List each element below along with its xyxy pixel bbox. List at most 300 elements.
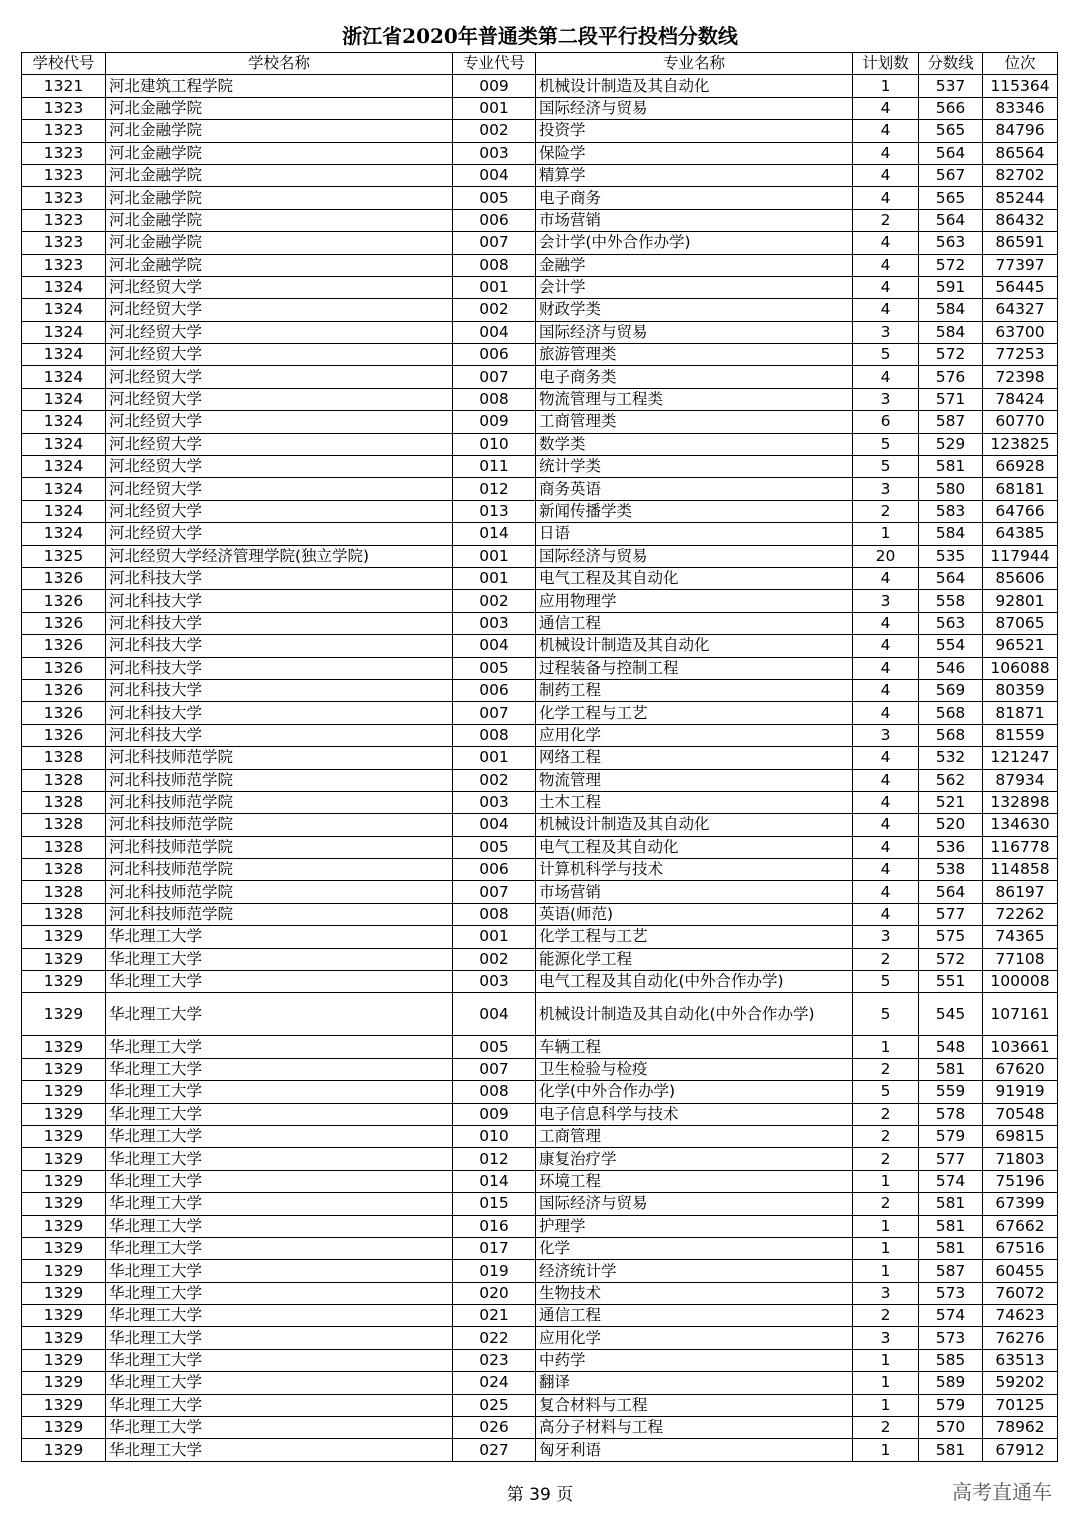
major-code-cell: 005 [453, 836, 536, 858]
major-code-cell: 001 [453, 97, 536, 119]
score-line-cell: 584 [919, 321, 983, 343]
rank-cell: 78962 [983, 1417, 1058, 1439]
plan-count-cell: 4 [853, 635, 919, 657]
score-line-cell: 538 [919, 859, 983, 881]
school-name-cell: 河北经贸大学 [106, 344, 453, 366]
major-name-cell: 环境工程 [536, 1170, 853, 1192]
table-row [22, 1417, 1058, 1439]
plan-count-cell: 4 [853, 97, 919, 119]
school-code-cell: 1328 [22, 769, 106, 791]
rank-cell: 92801 [983, 590, 1058, 612]
rank-cell: 86564 [983, 142, 1058, 164]
school-name-cell: 河北经贸大学 [106, 456, 453, 478]
table-row [22, 545, 1058, 567]
school-name-cell: 华北理工大学 [106, 1148, 453, 1170]
plan-count-cell: 4 [853, 747, 919, 769]
table-row [22, 75, 1058, 97]
major-name-cell: 机械设计制造及其自动化 [536, 814, 853, 836]
school-name-cell: 华北理工大学 [106, 948, 453, 970]
major-code-cell: 006 [453, 209, 536, 231]
table-row [22, 657, 1058, 679]
school-name-cell: 河北科技大学 [106, 590, 453, 612]
header-major-code: 专业代号 [453, 53, 536, 75]
table-row [22, 926, 1058, 948]
school-name-cell: 河北金融学院 [106, 164, 453, 186]
major-name-cell: 机械设计制造及其自动化 [536, 75, 853, 97]
major-name-cell: 中药学 [536, 1349, 853, 1371]
rank-cell: 64766 [983, 500, 1058, 522]
score-line-cell: 581 [919, 1439, 983, 1461]
admission-score-table [21, 52, 1058, 1462]
school-name-cell: 华北理工大学 [106, 1439, 453, 1461]
plan-count-cell: 4 [853, 120, 919, 142]
score-line-cell: 529 [919, 433, 983, 455]
rank-cell: 81559 [983, 724, 1058, 746]
rank-cell: 76072 [983, 1282, 1058, 1304]
rank-cell: 59202 [983, 1372, 1058, 1394]
plan-count-cell: 2 [853, 948, 919, 970]
major-name-cell: 车辆工程 [536, 1036, 853, 1058]
rank-cell: 74623 [983, 1305, 1058, 1327]
table-row [22, 702, 1058, 724]
major-name-cell: 统计学类 [536, 456, 853, 478]
major-name-cell: 电子信息科学与技术 [536, 1103, 853, 1125]
major-name-cell: 通信工程 [536, 612, 853, 634]
score-line-cell: 584 [919, 523, 983, 545]
major-name-cell: 计算机科学与技术 [536, 859, 853, 881]
major-code-cell: 026 [453, 1417, 536, 1439]
rank-cell: 75196 [983, 1170, 1058, 1192]
major-name-cell: 物流管理与工程类 [536, 388, 853, 410]
major-code-cell: 002 [453, 948, 536, 970]
school-name-cell: 河北科技师范学院 [106, 903, 453, 925]
score-line-cell: 551 [919, 971, 983, 993]
major-code-cell: 002 [453, 299, 536, 321]
major-code-cell: 005 [453, 657, 536, 679]
school-code-cell: 1324 [22, 276, 106, 298]
school-name-cell: 华北理工大学 [106, 1327, 453, 1349]
major-code-cell: 001 [453, 276, 536, 298]
major-name-cell: 国际经济与贸易 [536, 321, 853, 343]
school-code-cell: 1329 [22, 1058, 106, 1080]
table-row [22, 612, 1058, 634]
school-code-cell: 1329 [22, 1372, 106, 1394]
table-row [22, 993, 1058, 1036]
school-code-cell: 1329 [22, 1282, 106, 1304]
major-name-cell: 电气工程及其自动化 [536, 836, 853, 858]
score-line-cell: 579 [919, 1394, 983, 1416]
major-name-cell: 翻译 [536, 1372, 853, 1394]
major-name-cell: 英语(师范) [536, 903, 853, 925]
score-line-cell: 567 [919, 164, 983, 186]
rank-cell: 80359 [983, 679, 1058, 701]
rank-cell: 60455 [983, 1260, 1058, 1282]
rank-cell: 86591 [983, 232, 1058, 254]
major-name-cell: 机械设计制造及其自动化 [536, 635, 853, 657]
school-code-cell: 1329 [22, 1349, 106, 1371]
score-line-cell: 574 [919, 1305, 983, 1327]
school-name-cell: 河北科技师范学院 [106, 859, 453, 881]
school-code-cell: 1326 [22, 724, 106, 746]
plan-count-cell: 1 [853, 1349, 919, 1371]
major-name-cell: 市场营销 [536, 209, 853, 231]
score-line-cell: 583 [919, 500, 983, 522]
school-name-cell: 华北理工大学 [106, 1081, 453, 1103]
plan-count-cell: 2 [853, 1305, 919, 1327]
major-code-cell: 008 [453, 903, 536, 925]
school-code-cell: 1329 [22, 1193, 106, 1215]
score-line-cell: 573 [919, 1282, 983, 1304]
page-number: 第 39 页 [506, 1485, 574, 1505]
school-code-cell: 1326 [22, 590, 106, 612]
table-row [22, 836, 1058, 858]
table-row [22, 1305, 1058, 1327]
school-code-cell: 1323 [22, 164, 106, 186]
school-code-cell: 1329 [22, 971, 106, 993]
score-line-cell: 535 [919, 545, 983, 567]
table-row [22, 1125, 1058, 1147]
rank-cell: 74365 [983, 926, 1058, 948]
major-code-cell: 002 [453, 769, 536, 791]
major-code-cell: 024 [453, 1372, 536, 1394]
score-line-cell: 579 [919, 1125, 983, 1147]
rank-cell: 63513 [983, 1349, 1058, 1371]
table-row [22, 1058, 1058, 1080]
major-name-cell: 商务英语 [536, 478, 853, 500]
plan-count-cell: 2 [853, 1058, 919, 1080]
school-code-cell: 1329 [22, 1260, 106, 1282]
plan-count-cell: 4 [853, 814, 919, 836]
table-row [22, 590, 1058, 612]
major-code-cell: 005 [453, 187, 536, 209]
score-line-cell: 568 [919, 724, 983, 746]
rank-cell: 70125 [983, 1394, 1058, 1416]
school-name-cell: 河北经贸大学 [106, 433, 453, 455]
school-name-cell: 河北科技师范学院 [106, 814, 453, 836]
major-code-cell: 004 [453, 814, 536, 836]
major-name-cell: 国际经济与贸易 [536, 545, 853, 567]
major-code-cell: 008 [453, 1081, 536, 1103]
score-line-cell: 548 [919, 1036, 983, 1058]
plan-count-cell: 4 [853, 232, 919, 254]
table-row [22, 1215, 1058, 1237]
school-code-cell: 1328 [22, 747, 106, 769]
major-name-cell: 康复治疗学 [536, 1148, 853, 1170]
score-line-cell: 585 [919, 1349, 983, 1371]
school-name-cell: 河北科技大学 [106, 635, 453, 657]
plan-count-cell: 4 [853, 142, 919, 164]
rank-cell: 77397 [983, 254, 1058, 276]
school-code-cell: 1323 [22, 142, 106, 164]
school-name-cell: 河北金融学院 [106, 209, 453, 231]
rank-cell: 70548 [983, 1103, 1058, 1125]
rank-cell: 67912 [983, 1439, 1058, 1461]
rank-cell: 76276 [983, 1327, 1058, 1349]
school-name-cell: 华北理工大学 [106, 1260, 453, 1282]
school-name-cell: 河北经贸大学 [106, 411, 453, 433]
school-code-cell: 1324 [22, 456, 106, 478]
table-row [22, 523, 1058, 545]
rank-cell: 67662 [983, 1215, 1058, 1237]
school-code-cell: 1324 [22, 411, 106, 433]
major-code-cell: 005 [453, 1036, 536, 1058]
rank-cell: 78424 [983, 388, 1058, 410]
rank-cell: 77253 [983, 344, 1058, 366]
rank-cell: 64327 [983, 299, 1058, 321]
school-name-cell: 河北科技师范学院 [106, 769, 453, 791]
score-line-cell: 565 [919, 187, 983, 209]
score-line-cell: 536 [919, 836, 983, 858]
table-row [22, 903, 1058, 925]
plan-count-cell: 4 [853, 187, 919, 209]
score-line-cell: 581 [919, 1058, 983, 1080]
rank-cell: 123825 [983, 433, 1058, 455]
plan-count-cell: 3 [853, 388, 919, 410]
score-line-cell: 572 [919, 948, 983, 970]
school-code-cell: 1324 [22, 299, 106, 321]
school-code-cell: 1329 [22, 1394, 106, 1416]
rank-cell: 67399 [983, 1193, 1058, 1215]
score-line-cell: 545 [919, 993, 983, 1036]
table-row [22, 1372, 1058, 1394]
major-name-cell: 化学工程与工艺 [536, 926, 853, 948]
major-name-cell: 保险学 [536, 142, 853, 164]
school-name-cell: 河北科技大学 [106, 567, 453, 589]
major-code-cell: 003 [453, 612, 536, 634]
major-name-cell: 化学(中外合作办学) [536, 1081, 853, 1103]
school-code-cell: 1328 [22, 859, 106, 881]
header-school-code: 学校代号 [22, 53, 106, 75]
score-line-cell: 564 [919, 881, 983, 903]
school-code-cell: 1329 [22, 1036, 106, 1058]
school-code-cell: 1329 [22, 1215, 106, 1237]
school-name-cell: 河北经贸大学 [106, 478, 453, 500]
major-name-cell: 卫生检验与检疫 [536, 1058, 853, 1080]
school-name-cell: 河北科技师范学院 [106, 881, 453, 903]
school-name-cell: 华北理工大学 [106, 1417, 453, 1439]
table-row [22, 209, 1058, 231]
major-code-cell: 009 [453, 411, 536, 433]
plan-count-cell: 1 [853, 1260, 919, 1282]
rank-cell: 68181 [983, 478, 1058, 500]
score-line-cell: 584 [919, 299, 983, 321]
major-name-cell: 土木工程 [536, 791, 853, 813]
rank-cell: 91919 [983, 1081, 1058, 1103]
major-name-cell: 旅游管理类 [536, 344, 853, 366]
plan-count-cell: 5 [853, 344, 919, 366]
school-code-cell: 1325 [22, 545, 106, 567]
table-row [22, 433, 1058, 455]
major-name-cell: 国际经济与贸易 [536, 97, 853, 119]
table-row [22, 1148, 1058, 1170]
rank-cell: 114858 [983, 859, 1058, 881]
school-code-cell: 1323 [22, 232, 106, 254]
score-line-cell: 521 [919, 791, 983, 813]
table-row [22, 299, 1058, 321]
plan-count-cell: 3 [853, 590, 919, 612]
score-line-cell: 537 [919, 75, 983, 97]
header-score-line: 分数线 [919, 53, 983, 75]
header-plan-count: 计划数 [853, 53, 919, 75]
major-code-cell: 011 [453, 456, 536, 478]
rank-cell: 77108 [983, 948, 1058, 970]
table-row [22, 1103, 1058, 1125]
major-code-cell: 008 [453, 724, 536, 746]
major-code-cell: 008 [453, 388, 536, 410]
major-name-cell: 复合材料与工程 [536, 1394, 853, 1416]
score-line-cell: 564 [919, 142, 983, 164]
major-code-cell: 009 [453, 1103, 536, 1125]
school-name-cell: 河北金融学院 [106, 142, 453, 164]
table-row [22, 1439, 1058, 1461]
school-name-cell: 华北理工大学 [106, 1058, 453, 1080]
plan-count-cell: 4 [853, 881, 919, 903]
major-code-cell: 013 [453, 500, 536, 522]
school-code-cell: 1329 [22, 1417, 106, 1439]
major-code-cell: 004 [453, 635, 536, 657]
rank-cell: 84796 [983, 120, 1058, 142]
school-code-cell: 1324 [22, 366, 106, 388]
major-name-cell: 工商管理 [536, 1125, 853, 1147]
major-code-cell: 007 [453, 1058, 536, 1080]
major-name-cell: 网络工程 [536, 747, 853, 769]
table-row [22, 1081, 1058, 1103]
school-name-cell: 河北金融学院 [106, 187, 453, 209]
school-name-cell: 河北经贸大学 [106, 500, 453, 522]
school-code-cell: 1323 [22, 209, 106, 231]
table-row [22, 456, 1058, 478]
plan-count-cell: 3 [853, 1282, 919, 1304]
school-code-cell: 1324 [22, 388, 106, 410]
major-name-cell: 国际经济与贸易 [536, 1193, 853, 1215]
school-code-cell: 1324 [22, 478, 106, 500]
school-code-cell: 1329 [22, 1081, 106, 1103]
major-code-cell: 004 [453, 993, 536, 1036]
major-name-cell: 金融学 [536, 254, 853, 276]
school-code-cell: 1329 [22, 926, 106, 948]
score-line-cell: 576 [919, 366, 983, 388]
score-line-cell: 575 [919, 926, 983, 948]
major-code-cell: 001 [453, 567, 536, 589]
major-code-cell: 010 [453, 1125, 536, 1147]
plan-count-cell: 4 [853, 769, 919, 791]
table-row [22, 276, 1058, 298]
plan-count-cell: 3 [853, 321, 919, 343]
table-row [22, 1282, 1058, 1304]
plan-count-cell: 5 [853, 456, 919, 478]
table-row [22, 859, 1058, 881]
school-name-cell: 河北金融学院 [106, 120, 453, 142]
school-name-cell: 华北理工大学 [106, 1282, 453, 1304]
plan-count-cell: 2 [853, 500, 919, 522]
school-name-cell: 河北科技大学 [106, 702, 453, 724]
major-name-cell: 过程装备与控制工程 [536, 657, 853, 679]
major-code-cell: 006 [453, 679, 536, 701]
score-line-cell: 581 [919, 456, 983, 478]
major-code-cell: 002 [453, 120, 536, 142]
plan-count-cell: 3 [853, 724, 919, 746]
school-code-cell: 1326 [22, 679, 106, 701]
major-name-cell: 物流管理 [536, 769, 853, 791]
score-line-cell: 578 [919, 1103, 983, 1125]
rank-cell: 86432 [983, 209, 1058, 231]
school-code-cell: 1328 [22, 903, 106, 925]
score-line-cell: 573 [919, 1327, 983, 1349]
school-name-cell: 华北理工大学 [106, 1237, 453, 1259]
table-row [22, 411, 1058, 433]
table-row [22, 1260, 1058, 1282]
table-row [22, 1237, 1058, 1259]
school-code-cell: 1323 [22, 187, 106, 209]
rank-cell: 96521 [983, 635, 1058, 657]
table-row [22, 97, 1058, 119]
table-row [22, 948, 1058, 970]
rank-cell: 83346 [983, 97, 1058, 119]
major-code-cell: 014 [453, 1170, 536, 1192]
major-name-cell: 投资学 [536, 120, 853, 142]
major-name-cell: 会计学(中外合作办学) [536, 232, 853, 254]
school-code-cell: 1323 [22, 254, 106, 276]
header-major-name: 专业名称 [536, 53, 853, 75]
plan-count-cell: 2 [853, 1148, 919, 1170]
table-row [22, 366, 1058, 388]
major-name-cell: 经济统计学 [536, 1260, 853, 1282]
table-row [22, 478, 1058, 500]
score-line-cell: 563 [919, 612, 983, 634]
major-name-cell: 精算学 [536, 164, 853, 186]
school-name-cell: 华北理工大学 [106, 1349, 453, 1371]
plan-count-cell: 4 [853, 366, 919, 388]
school-code-cell: 1328 [22, 814, 106, 836]
plan-count-cell: 4 [853, 791, 919, 813]
plan-count-cell: 2 [853, 1125, 919, 1147]
header-row [22, 53, 1058, 75]
major-name-cell: 化学工程与工艺 [536, 702, 853, 724]
plan-count-cell: 4 [853, 254, 919, 276]
plan-count-cell: 4 [853, 567, 919, 589]
major-code-cell: 003 [453, 791, 536, 813]
plan-count-cell: 4 [853, 903, 919, 925]
plan-count-cell: 2 [853, 1193, 919, 1215]
major-code-cell: 001 [453, 545, 536, 567]
major-name-cell: 生物技术 [536, 1282, 853, 1304]
school-name-cell: 华北理工大学 [106, 1125, 453, 1147]
plan-count-cell: 1 [853, 1215, 919, 1237]
major-code-cell: 008 [453, 254, 536, 276]
school-name-cell: 华北理工大学 [106, 1193, 453, 1215]
major-code-cell: 009 [453, 75, 536, 97]
major-name-cell: 护理学 [536, 1215, 853, 1237]
score-line-cell: 559 [919, 1081, 983, 1103]
school-code-cell: 1326 [22, 612, 106, 634]
plan-count-cell: 4 [853, 657, 919, 679]
major-name-cell: 制药工程 [536, 679, 853, 701]
score-line-cell: 568 [919, 702, 983, 724]
plan-count-cell: 4 [853, 276, 919, 298]
rank-cell: 87065 [983, 612, 1058, 634]
plan-count-cell: 4 [853, 836, 919, 858]
school-code-cell: 1329 [22, 1237, 106, 1259]
table-row [22, 388, 1058, 410]
plan-count-cell: 4 [853, 612, 919, 634]
major-name-cell: 高分子材料与工程 [536, 1417, 853, 1439]
rank-cell: 85244 [983, 187, 1058, 209]
plan-count-cell: 4 [853, 164, 919, 186]
school-name-cell: 河北科技师范学院 [106, 747, 453, 769]
major-name-cell: 市场营销 [536, 881, 853, 903]
major-code-cell: 004 [453, 164, 536, 186]
school-code-cell: 1329 [22, 1327, 106, 1349]
